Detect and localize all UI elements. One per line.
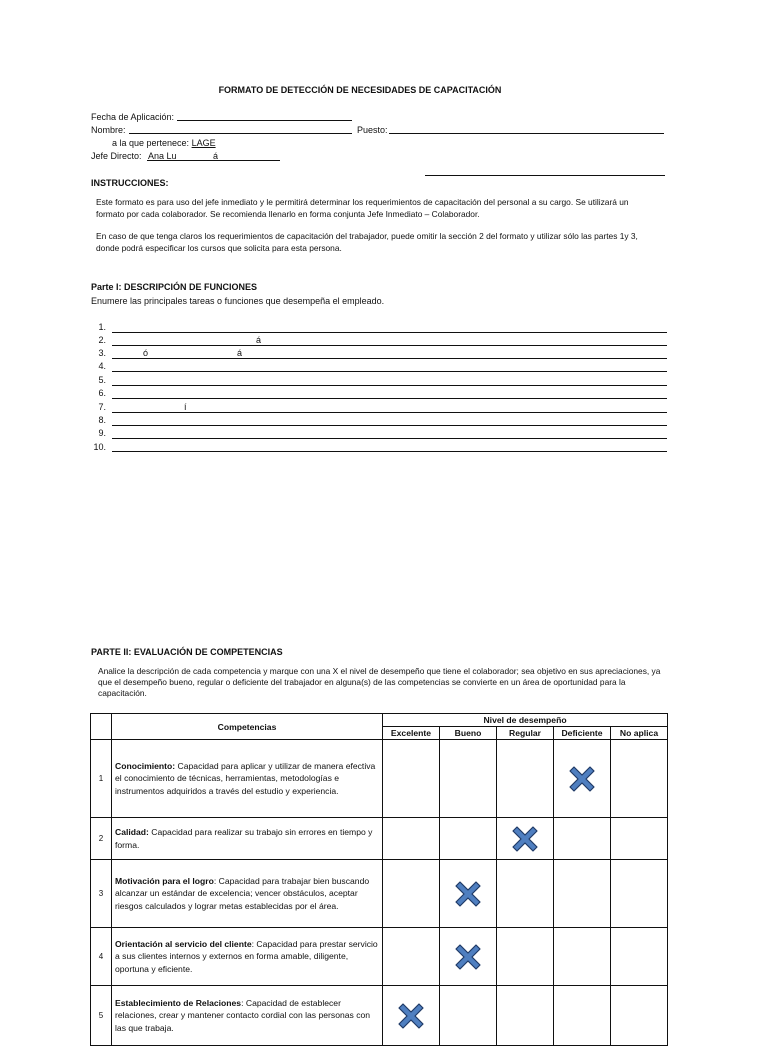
table-corner: [91, 714, 112, 740]
level-header-no-aplica: No aplica: [611, 727, 668, 740]
rating-cell-excelente[interactable]: [383, 860, 440, 928]
rating-cell-no-aplica[interactable]: [611, 860, 668, 928]
x-mark-icon: [453, 942, 483, 972]
list-item-number: 9.: [98, 428, 106, 438]
competency-name: Conocimiento:: [115, 760, 176, 771]
rating-cell-no-aplica[interactable]: [611, 740, 668, 818]
rating-cell-deficiente[interactable]: [554, 860, 611, 928]
puesto-field[interactable]: [389, 133, 664, 134]
funcion-line-4[interactable]: [112, 371, 667, 372]
rating-cell-bueno[interactable]: [440, 928, 497, 986]
funcion-line-8[interactable]: [112, 425, 667, 426]
rating-cell-regular[interactable]: [497, 986, 554, 1046]
competency-text: : Capacidad para trabajar bien buscando alcanzar un estándar de excelencia; vencer obstáculos, aceptar riesgos calculados y lograr metas establecidas por el área.: [115, 875, 370, 911]
rating-cell-excelente[interactable]: [383, 740, 440, 818]
competency-description: [112, 860, 383, 928]
competency-name: Motivación para el logro: [115, 875, 214, 886]
area-label: [112, 138, 216, 148]
area-value: LAGE: [191, 138, 216, 148]
puesto-label: Puesto:: [357, 125, 388, 135]
rating-cell-deficiente[interactable]: [554, 740, 611, 818]
table-row: [91, 860, 668, 928]
instrucciones-p2: En caso de que tenga claros los requerimientos de capacitación del trabajador, puede omitir la sección 2 del formato y utilizar sólo las partes 1y 3, donde podrá especificar los cursos que solicita para esta persona.: [96, 231, 638, 253]
level-header-deficiente: Deficiente: [554, 727, 611, 740]
area-label-text: a la que pertenece:: [112, 138, 190, 148]
rating-cell-no-aplica[interactable]: [611, 986, 668, 1046]
rating-cell-regular[interactable]: [497, 928, 554, 986]
fecha-field[interactable]: [177, 120, 352, 121]
rating-cell-deficiente[interactable]: [554, 986, 611, 1046]
level-header-excelente: Excelente: [383, 727, 440, 740]
level-header-regular: Regular: [497, 727, 554, 740]
list-item-number: 8.: [98, 415, 106, 425]
rating-cell-bueno[interactable]: [440, 740, 497, 818]
x-mark-icon: [510, 824, 540, 854]
funcion-line-1[interactable]: [112, 332, 667, 333]
rating-cell-regular[interactable]: [497, 740, 554, 818]
table-row: [91, 818, 668, 860]
nombre-label: Nombre:: [91, 125, 126, 135]
x-mark-icon: [396, 1001, 426, 1031]
list-item-number: 5.: [98, 375, 106, 385]
list-item-number: 10.: [93, 442, 106, 452]
funcion-line-2[interactable]: [112, 345, 667, 346]
funcion-line-5[interactable]: [112, 385, 667, 386]
list-item-number: 3.: [98, 348, 106, 358]
competency-text: : Capacidad para prestar servicio a sus clientes internos y externos en forma amable, diligente, oportuna y eficiente.: [115, 938, 378, 974]
rating-cell-regular[interactable]: [497, 860, 554, 928]
list-item-number: 7.: [98, 402, 106, 412]
row-number: 5: [91, 986, 112, 1046]
row-number: 4: [91, 928, 112, 986]
x-mark-shape: [456, 882, 480, 906]
row-number: 3: [91, 860, 112, 928]
x-mark-icon: [453, 879, 483, 909]
competency-name: Calidad:: [115, 826, 149, 837]
jefe-accent: á: [213, 151, 219, 161]
list-item-number: 6.: [98, 388, 106, 398]
funcion-line-6[interactable]: [112, 398, 667, 399]
rating-cell-excelente[interactable]: [383, 986, 440, 1046]
rating-cell-bueno[interactable]: [440, 986, 497, 1046]
x-mark-icon: [567, 764, 597, 794]
level-header-bueno: Bueno: [440, 727, 497, 740]
competency-description: [112, 986, 383, 1046]
competency-description: [112, 928, 383, 986]
instrucciones-p1: Este formato es para uso del jefe inmediato y le permitirá determinar los requerimientos de capacitación del personal a su cargo. Se utilizará un formato por cada colaborador. Se recomienda llenarlo en forma conjunta Jefe Inmediato – Colaborador.: [96, 197, 629, 219]
rating-cell-no-aplica[interactable]: [611, 928, 668, 986]
stray-accent: ó: [143, 348, 149, 358]
funcion-line-3[interactable]: [112, 358, 667, 359]
stray-accent: á: [256, 335, 262, 345]
rating-cell-bueno[interactable]: [440, 860, 497, 928]
competency-description: [112, 740, 383, 818]
rating-cell-no-aplica[interactable]: [611, 818, 668, 860]
competency-name: Establecimiento de Relaciones: [115, 997, 242, 1008]
list-item-number: 2.: [98, 335, 106, 345]
competency-description: [112, 818, 383, 860]
jefe-field[interactable]: [147, 160, 280, 161]
rating-cell-regular[interactable]: [497, 818, 554, 860]
funcion-line-9[interactable]: [112, 438, 667, 439]
list-item-number: 1.: [98, 322, 106, 332]
rating-cell-excelente[interactable]: [383, 818, 440, 860]
competency-text: : Capacidad de establecer relaciones, crear y mantener contacto cordial con las personas con las que trabaja.: [115, 997, 371, 1033]
page-title: FORMATO DE DETECCIÓN DE NECESIDADES DE CAPACITACIÓN: [218, 85, 502, 95]
fecha-label: Fecha de Aplicación:: [91, 112, 175, 122]
x-mark-shape: [570, 767, 594, 791]
funcion-line-7[interactable]: [112, 412, 667, 413]
x-mark-shape: [513, 827, 537, 851]
row-number: 2: [91, 818, 112, 860]
row-number: 1: [91, 740, 112, 818]
x-mark-shape: [456, 945, 480, 969]
rating-cell-bueno[interactable]: [440, 818, 497, 860]
competencias-header: Competencias: [112, 714, 383, 740]
funcion-line-10[interactable]: [112, 451, 667, 452]
rating-cell-excelente[interactable]: [383, 928, 440, 986]
jefe-value: Ana Lu: [148, 151, 177, 161]
list-item-number: 4.: [98, 361, 106, 371]
competencias-table: [90, 713, 668, 1046]
rating-cell-deficiente[interactable]: [554, 928, 611, 986]
parte2-intro: Analice la descripción de cada competencia y marque con una X el nivel de desempeño que tiene el colaborador; sea objetivo en sus apreciaciones, ya que el desempeño bueno, regular o deficiente del trabajador en alguna(s) de las competencias se convierte en un área de oportunidad para la capacitación.: [98, 666, 661, 698]
parte1-subtitle: Enumere las principales tareas o funciones que desempeña el empleado.: [91, 296, 385, 306]
parte1-heading: Parte I: DESCRIPCIÓN DE FUNCIONES: [91, 282, 258, 292]
rating-cell-deficiente[interactable]: [554, 818, 611, 860]
stray-accent: á: [237, 348, 243, 358]
competency-text: Capacidad para aplicar y utilizar de manera efectiva el conocimiento de técnicas, herramientas, metodologías e instrumentos adquiridos a través del estudio y experiencia.: [115, 760, 376, 796]
signature-line[interactable]: [425, 175, 665, 176]
instrucciones-heading: INSTRUCCIONES:: [91, 178, 169, 188]
parte2-heading: PARTE II: EVALUACIÓN DE COMPETENCIAS: [91, 647, 283, 657]
competency-text: Capacidad para realizar su trabajo sin errores en tiempo y forma.: [115, 826, 373, 850]
competency-name: Orientación al servicio del cliente: [115, 938, 252, 949]
jefe-label: Jefe Directo:: [91, 151, 142, 161]
table-row: [91, 986, 668, 1046]
nombre-field[interactable]: [129, 133, 352, 134]
stray-accent: í: [184, 402, 187, 412]
table-row: [91, 928, 668, 986]
nivel-header: Nivel de desempeño: [383, 714, 668, 727]
table-row: [91, 740, 668, 818]
